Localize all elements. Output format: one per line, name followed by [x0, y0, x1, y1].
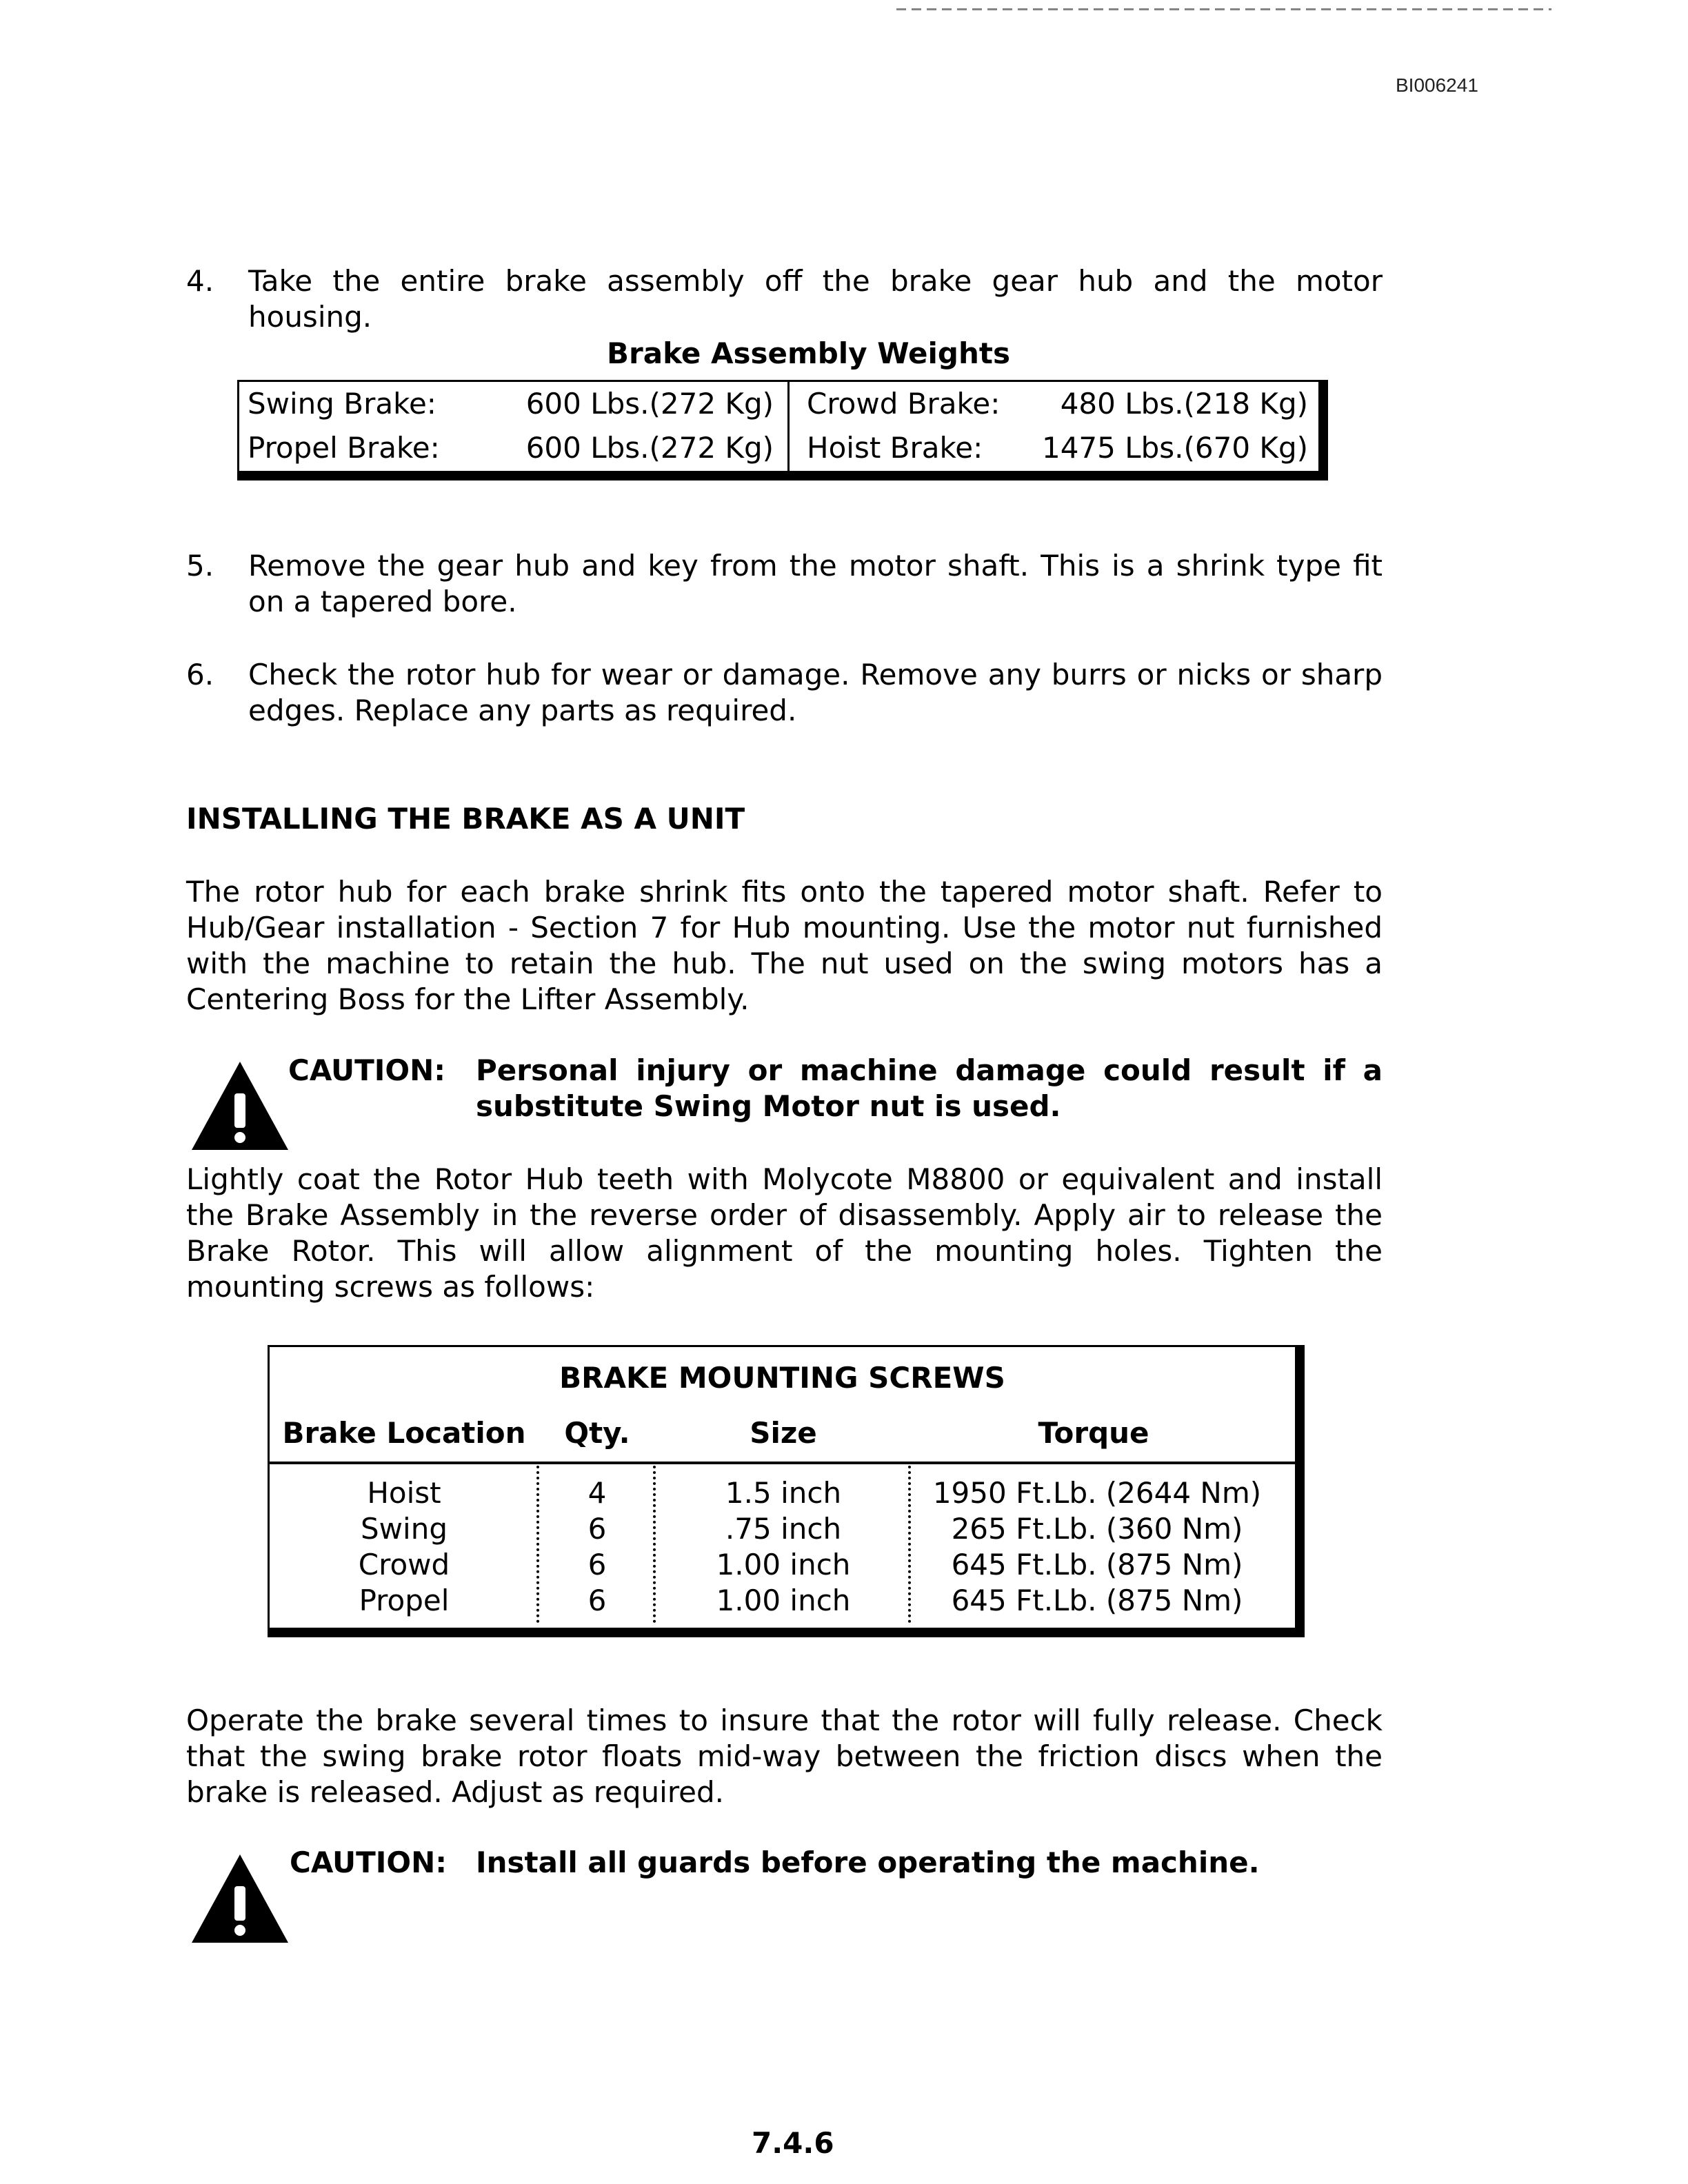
step-5-number: 5. [186, 549, 214, 583]
header-size: Size [750, 1416, 817, 1450]
section-heading: INSTALLING THE BRAKE AS A UNIT [186, 802, 745, 836]
cell-size: .75 inch [725, 1512, 842, 1546]
page-number: 7.4.6 [752, 2126, 834, 2160]
weights-row [239, 382, 1318, 426]
cell-location: Hoist [367, 1476, 441, 1510]
weights-table [237, 380, 1328, 481]
cell-qty: 6 [587, 1512, 607, 1546]
column-location [270, 1475, 539, 1619]
header-torque: Torque [1038, 1416, 1149, 1450]
cell-torque: 265 Ft.Lb. (360 Nm) [951, 1512, 1243, 1546]
cell-location: Crowd [358, 1548, 450, 1581]
weights-value: 480 Lbs.(218 Kg) [1060, 387, 1308, 421]
header-brake-location: Brake Location [282, 1416, 526, 1450]
step-6-text: Check the rotor hub for wear or damage. Remove any burrs or nicks or sharp edges. Replace any parts as required. [248, 658, 1383, 727]
weights-label: Crowd Brake: [807, 387, 1001, 421]
paragraph-install: Lightly coat the Rotor Hub teeth with Molycote M8800 or equivalent and install the Brake Assembly in the reverse order of disassembly. Apply air to release the Brake Rotor. This will allow alignment of the mounting holes. Tighten the mounting screws as follows: [186, 1162, 1383, 1304]
cell-location: Propel [359, 1584, 450, 1617]
caution-label: CAUTION: [290, 1846, 448, 1879]
weights-row [239, 426, 1318, 470]
column-qty [539, 1475, 656, 1619]
cell-size: 1.00 inch [716, 1548, 851, 1581]
caution-label: CAUTION: [288, 1053, 446, 1087]
cell-location: Swing [361, 1512, 448, 1546]
cell-qty: 6 [587, 1548, 607, 1581]
document-id: BI006241 [1396, 74, 1478, 96]
warning-triangle-icon [189, 1852, 291, 1945]
cell-qty: 4 [587, 1476, 607, 1510]
cell-qty: 6 [587, 1584, 607, 1617]
step-5-text: Remove the gear hub and key from the motor shaft. This is a shrink type fit on a tapered bore. [248, 549, 1383, 618]
cell-torque: 645 Ft.Lb. (875 Nm) [951, 1584, 1243, 1617]
cell-size: 1.5 inch [725, 1476, 842, 1510]
weights-value: 600 Lbs.(272 Kg) [525, 387, 774, 421]
warning-triangle-icon [189, 1059, 291, 1153]
cell-torque: 645 Ft.Lb. (875 Nm) [951, 1548, 1243, 1581]
caution-text: Personal injury or machine damage could result if a substitute Swing Motor nut is used. [476, 1053, 1383, 1123]
header-qty: Qty. [564, 1416, 630, 1450]
cell-torque: 1950 Ft.Lb. (2644 Nm) [932, 1476, 1262, 1510]
caution-text: Install all guards before operating the machine. [476, 1846, 1260, 1879]
weights-label: Hoist Brake: [807, 431, 983, 465]
weights-value: 1475 Lbs.(670 Kg) [1041, 431, 1308, 465]
header-divider [270, 1462, 1295, 1464]
column-torque [911, 1475, 1283, 1619]
weights-table-caption: Brake Assembly Weights [607, 336, 1010, 370]
step-4-text: Take the entire brake assembly off the brake gear hub and the motor housing. [248, 264, 1383, 334]
brake-mounting-screws-table [268, 1345, 1305, 1637]
step-6-number: 6. [186, 658, 214, 691]
paragraph-operate: Operate the brake several times to insure that the rotor will fully release. Check that the swing brake rotor floats mid-way between the friction discs when the brake is released. Adjust as required. [186, 1703, 1383, 1809]
scan-artifact-line [896, 8, 1551, 10]
step-4-number: 4. [186, 264, 214, 298]
column-size [656, 1475, 911, 1619]
cell-size: 1.00 inch [716, 1584, 851, 1617]
weights-label: Swing Brake: [248, 387, 436, 421]
weights-label: Propel Brake: [248, 431, 440, 465]
paragraph-rotor-hub: The rotor hub for each brake shrink fits onto the tapered motor shaft. Refer to Hub/Gear installation - Section 7 for Hub mounting. Use the motor nut furnished with the machine to retain the hub. The nut used on the swing motors has a Centering Boss for the Lifter Assembly. [186, 875, 1383, 1016]
screws-table-title: BRAKE MOUNTING SCREWS [559, 1361, 1005, 1395]
weights-value: 600 Lbs.(272 Kg) [525, 431, 774, 465]
